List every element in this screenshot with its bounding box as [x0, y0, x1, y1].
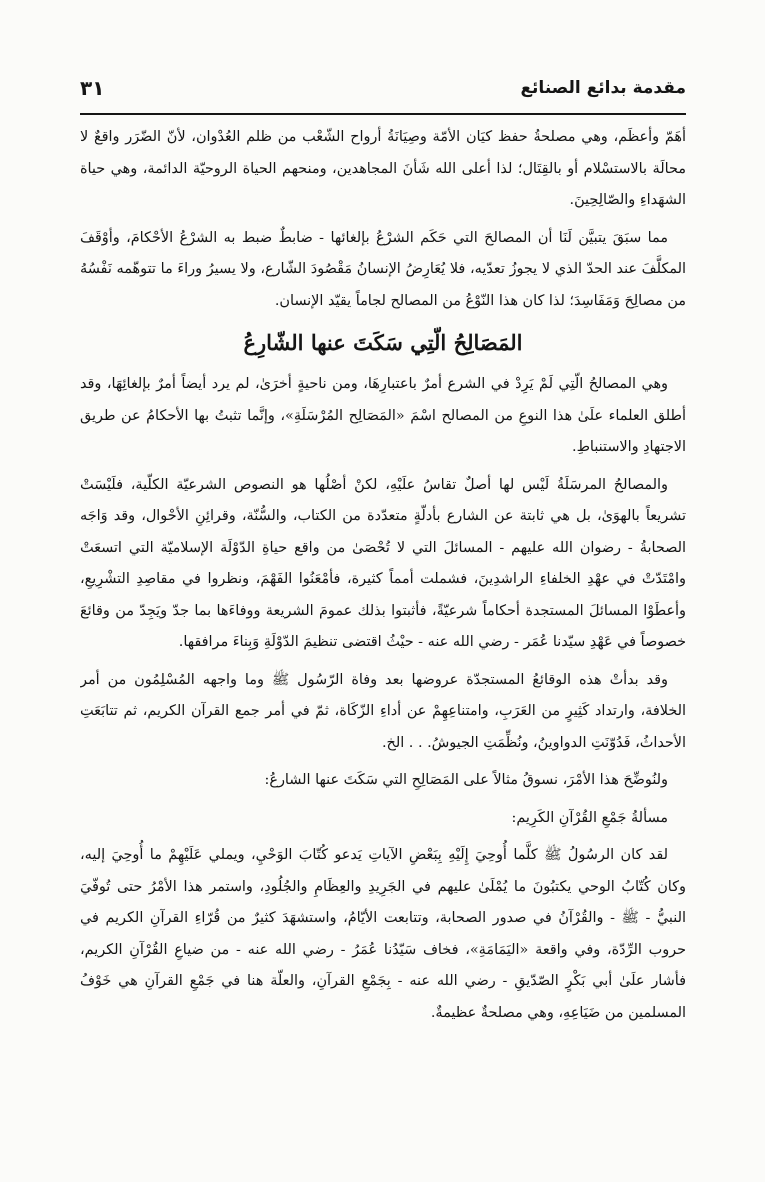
paragraph: مما سبَقَ يتبيَّن لَنَا أن المصالحَ التي حَكَم الشرْعُ بإلغائها - ضابطٌ ضبط به الشرْعُ الأحْكامَ، وأوْقَفَ المكلَّفَ عند الحدّ الذي لا يجوزُ تعدّيه، فلا يُعَارِضُ الإنسانُ مَقْصُودَ الشّارع، ولا يسيرُ وراءَ ما تتوهّمه نَفْسُهُ من مصالِحَ وَمَفَاسِدَ؛ لذا كان هذا النّوْعُ من المصالح لجاماً يقيّد الإنسان.	[80, 229, 686, 309]
paragraph: والمصالحُ المرسَلَةُ لَيْس لها أصلٌ تقاسُ علَيْهِ، لكنْ أصْلُها هو النصوص الشرعيّة الكلّية، فلَيْسَتْ تشريعاً بالهوَىٰ، بل هي ثابتة عن الشارع بأدلّةٍ متعدّدة من الكتاب، والسُّنّة، وقرائِنِ الأحْوال، وقد وَاجَه الصحابةُ - رضوان الله عليهم - المسائلَ التي لا تُحْصَىٰ من واقع حياةِ الدّوْلَة الإسلاميّة التي اتسعَتْ وامْتَدّتْ في عهْدِ الخلفاءِ الراشدِينَ، فشملت أمماً كثيرة، فأمْعَنُوا الفَهْمَ، ونظروا في مقاصِدِ التشْرِيعِ، وأعطَوْا المسائلَ المستجدة أحكاماً شرعيّةً، فأثبتوا بذلك عمومَ الشريعة ووفاءَها بما جدّ ويَجِدّ من وقائعَ خصوصاً في عَهْدِ سيّدنا عُمَر - رضي الله عنه - حيْثُ اقتضى تنظيمَ الدّوْلَةِ وَبِناءَ مرافقها.	[80, 476, 686, 650]
page-body	[80, 122, 686, 1132]
paragraph: وهي المصالحُ الّتِي لَمْ يَرِدْ في الشرع أمرٌ باعتبارِهَا، ومن ناحيةٍ أخرَىٰ، لم يرد أيضاً أمرٌ بإلغائِهَا، وقد أطلق العلماء علَىٰ هذا النوعِ من المصالح اسْمَ «المَصَالِح المُرْسَلَةِ»، وإنَّما تثبتُ بها الأحكامُ عن طريق الاجتهادِ والاستنباطِ.	[80, 376, 686, 455]
subheading: مسألةُ جَمْعِ القُرْآنِ الكَرِيم:	[511, 809, 668, 826]
header-rule	[80, 113, 686, 115]
running-title: مقدمة بدائع الصنائع	[520, 78, 686, 98]
section-heading: المَصَالِحُ الّتِي سَكَتَ عنها الشّارِعُ	[243, 330, 523, 355]
paragraph: ولنُوضِّحَ هذا الأمْرَ، نسوقُ مثالاً على المَصَالِحِ التي سَكَتَ عنها الشارعُ:	[264, 772, 668, 788]
page-number: ٣١	[80, 76, 105, 100]
running-header	[80, 76, 686, 110]
paragraph: وقد بدأتْ هذه الوقائعُ المستجدّة عروضها بعد وفاة الرّسُول ﷺ وما واجهه المُسْلِمُون من أمر الخلافة، وارتداد كَثِيرٍ من العَرَبِ، وامتناعِهِمْ عن أداءِ الزّكَاة، ثمّ في أمر جمع القرآن الكريم، ثم تتابَعَتِ الأحداثُ، فَدُوّنَتِ الدواوينُ، ونُظِّمَتِ الجيوشُ. . . الخ.	[80, 671, 686, 751]
paragraph: لقد كان الرسُولُ ﷺ كلَّما أُوحِيَ إِلَيْهِ بِبَعْضِ الآياتِ يَدعو كُتّابَ الوَحْيِ، ويملي عَلَيْهِمْ ما أُوحِيَ إليه، وكان كُتّابُ الوحي يكتبُونَ ما يُمْلَىٰ عليهم في الجَرِيدِ والعِظَامِ والجُلُودِ، واستمر هذا الأمْرُ حتى تُوفّيَ النبيُّ - ﷺ - والقُرْآنُ في صدور الصحابة، وتتابعت الأيّامُ، واستشهَدَ كثيرٌ من قُرّاءِ القرآنِ الكريم في حروب الرِّدّة، وفي واقعة «اليَمَامَةِ»، فخاف سَيّدُنا عُمَرُ - رضي الله عنه - من ضياعِ القُرْآنِ الكريم، فأشار علَىٰ أبي بَكْرٍ الصّدّيقِ - رضي الله عنه - بِجَمْعِ القرآنِ، والعلّة هنا في جَمْعِ القرآنِ هي خَوْفُ المسلمين من ضَيَاعِهِ، وهي مصلحةٌ عظيمةٌ.	[80, 847, 686, 1021]
paragraph: أهَمّ وأعظَم، وهي مصلحةُ حفظ كيَان الأمّة وصِيَانَةُ أرواح الشّعْب من ظلم العُدْوان، لأنّ الضّرَر واقعٌ لا محالَة بالاستسْلام أو بالقِتَال؛ لذا أعلى الله شَأنَ المجاهدين، ومنحهم الحياة الروحيّة الدائمة، وهي حياة الشهَداءِ والصّالِحِينَ.	[80, 129, 686, 208]
